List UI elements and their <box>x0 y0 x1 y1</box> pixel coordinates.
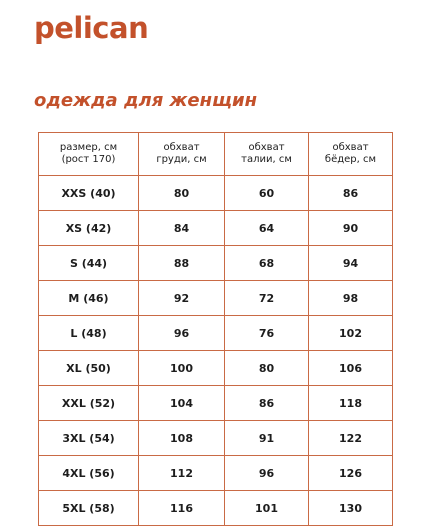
cell-size: XXS (40) <box>39 176 139 211</box>
cell-chest: 100 <box>139 351 225 386</box>
cell-hips: 130 <box>309 491 393 526</box>
header-chest-line1: обхват <box>163 142 200 153</box>
cell-hips: 94 <box>309 246 393 281</box>
header-hips <box>309 133 393 176</box>
cell-waist: 91 <box>225 421 309 456</box>
table-row <box>39 386 393 421</box>
header-waist <box>225 133 309 176</box>
cell-chest: 84 <box>139 211 225 246</box>
table-row <box>39 176 393 211</box>
table-row <box>39 421 393 456</box>
cell-chest: 96 <box>139 316 225 351</box>
cell-size: XS (42) <box>39 211 139 246</box>
header-size <box>39 133 139 176</box>
cell-waist: 68 <box>225 246 309 281</box>
table-row <box>39 456 393 491</box>
cell-hips: 90 <box>309 211 393 246</box>
header-hips-line2: бёдер, см <box>324 154 377 165</box>
page-heading: одежда для женщин <box>34 90 258 111</box>
cell-waist: 72 <box>225 281 309 316</box>
cell-size: 5XL (58) <box>39 491 139 526</box>
table-header-row <box>39 133 393 176</box>
table-row <box>39 491 393 526</box>
cell-chest: 108 <box>139 421 225 456</box>
cell-waist: 64 <box>225 211 309 246</box>
cell-size: 3XL (54) <box>39 421 139 456</box>
cell-waist: 101 <box>225 491 309 526</box>
cell-hips: 118 <box>309 386 393 421</box>
header-waist-line1: обхват <box>248 142 285 153</box>
header-size-line2: (рост 170) <box>61 154 116 165</box>
cell-size: S (44) <box>39 246 139 281</box>
table-row <box>39 281 393 316</box>
cell-chest: 112 <box>139 456 225 491</box>
table-row <box>39 351 393 386</box>
cell-chest: 104 <box>139 386 225 421</box>
cell-hips: 102 <box>309 316 393 351</box>
cell-size: XL (50) <box>39 351 139 386</box>
table-row <box>39 246 393 281</box>
cell-hips: 106 <box>309 351 393 386</box>
pelican-logo: pelican <box>34 11 149 45</box>
cell-hips: 126 <box>309 456 393 491</box>
cell-chest: 92 <box>139 281 225 316</box>
cell-chest: 116 <box>139 491 225 526</box>
table-row <box>39 211 393 246</box>
header-hips-line1: обхват <box>332 142 369 153</box>
header-waist-line2: талии, см <box>241 154 292 165</box>
cell-hips: 98 <box>309 281 393 316</box>
header-size-line1: размер, см <box>59 142 118 153</box>
cell-size: XXL (52) <box>39 386 139 421</box>
cell-size: 4XL (56) <box>39 456 139 491</box>
cell-chest: 80 <box>139 176 225 211</box>
cell-size: M (46) <box>39 281 139 316</box>
cell-waist: 60 <box>225 176 309 211</box>
cell-size: L (48) <box>39 316 139 351</box>
cell-chest: 88 <box>139 246 225 281</box>
cell-hips: 86 <box>309 176 393 211</box>
table-row <box>39 316 393 351</box>
cell-waist: 96 <box>225 456 309 491</box>
size-chart-table <box>38 132 393 526</box>
header-chest-line2: груди, см <box>156 154 207 165</box>
cell-waist: 86 <box>225 386 309 421</box>
cell-waist: 76 <box>225 316 309 351</box>
cell-waist: 80 <box>225 351 309 386</box>
cell-hips: 122 <box>309 421 393 456</box>
header-chest <box>139 133 225 176</box>
